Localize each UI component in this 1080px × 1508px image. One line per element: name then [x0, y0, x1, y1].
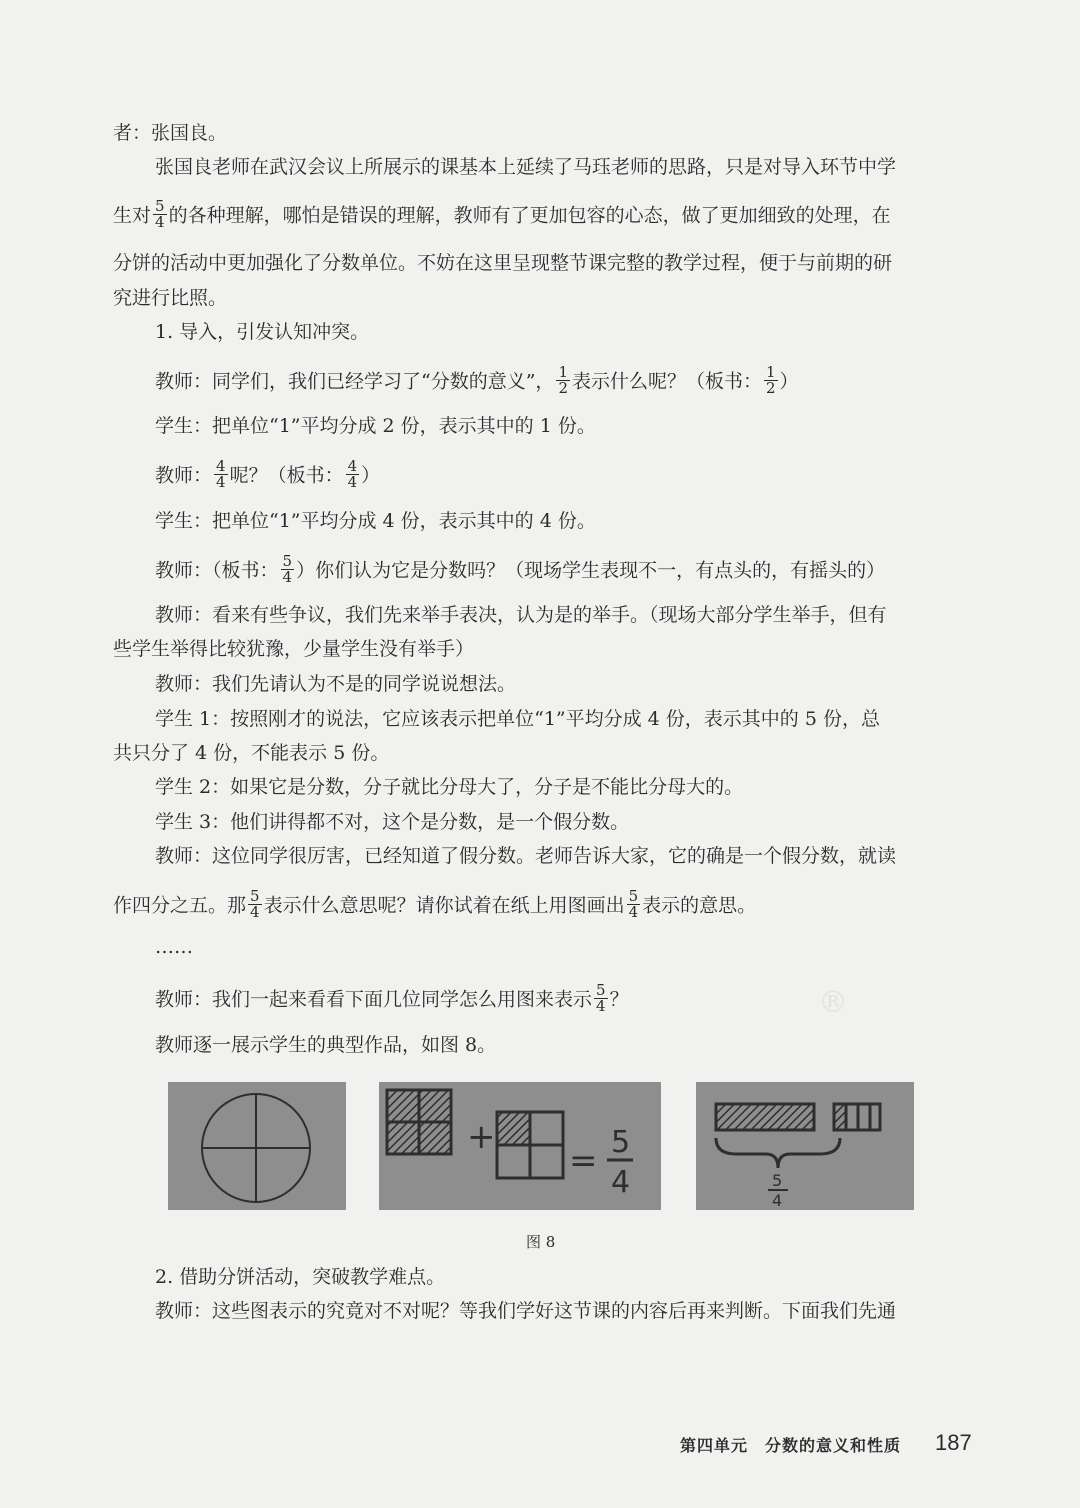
plus-sign: + — [467, 1117, 496, 1157]
text-line: 共只分了 4 份，不能表示 5 份。 — [113, 742, 390, 764]
section-heading: 2. 借助分饼活动，突破教学难点。 — [155, 1266, 446, 1288]
text-line — [113, 197, 891, 232]
fraction: $\frac{5}{4}$ — [628, 887, 639, 921]
text-line: 学生 2：如果它是分数，分子就比分母大了，分子是不能比分母大的。 — [155, 776, 744, 798]
text-line: 张国良老师在武汉会议上所展示的课基本上延续了马珏老师的思路，只是对导入环节中学 — [155, 156, 897, 178]
handwritten-denominator: 4 — [611, 1165, 631, 1200]
text-line: 学生 1：按照刚才的说法，它应该表示把单位“1”平均分成 4 份，表示其中的 5 份，总 — [155, 708, 880, 730]
equals-sign: = — [569, 1141, 598, 1181]
fraction: $\frac{4}{4}$ — [216, 457, 226, 491]
text-span: 生对 — [113, 204, 152, 227]
text-line — [113, 887, 757, 922]
fraction: $\frac{5}{4}$ — [250, 887, 260, 921]
student-work-photo-bars — [696, 1082, 914, 1210]
text-span: 呢？（板书： — [229, 464, 344, 487]
section-heading: 1. 导入，引发认知冲突。 — [155, 321, 370, 343]
fraction: $\frac{5}{4}$ — [596, 981, 606, 1015]
text-line: 究进行比照。 — [113, 287, 228, 309]
text-span: 教师： — [155, 464, 213, 487]
page-number: 187 — [935, 1430, 972, 1455]
text-line: 教师逐一展示学生的典型作品，如图 8。 — [155, 1034, 497, 1056]
handwritten-numerator: 5 — [772, 1171, 783, 1190]
text-line: 教师：我们先请认为不是的同学说说想法。 — [155, 673, 517, 695]
text-line: 学生：把单位“1”平均分成 2 份，表示其中的 1 份。 — [155, 415, 596, 437]
text-span: ） — [361, 464, 381, 487]
bars-drawing — [696, 1082, 914, 1210]
handwritten-denominator: 4 — [772, 1191, 783, 1210]
text-line: 者：张国良。 — [113, 122, 228, 144]
text-span: ？ — [609, 988, 629, 1011]
text-span: 的各种理解，哪怕是错误的理解，教师有了更加包容的心态，做了更加细致的处理，在 — [168, 204, 891, 227]
text-span: ） — [779, 370, 799, 393]
text-span: 作四分之五。那 — [113, 894, 247, 917]
text-line: 学生 3：他们讲得都不对，这个是分数，是一个假分数。 — [155, 811, 630, 833]
text-span: 教师：我们一起来看看下面几位同学怎么用图来表示 — [155, 988, 593, 1011]
ellipsis: …… — [155, 936, 193, 958]
fraction: $\frac{1}{2}$ — [766, 363, 776, 397]
text-line — [155, 457, 381, 492]
figure-caption: 图 8 — [526, 1233, 556, 1251]
text-line — [155, 552, 886, 587]
text-span: 表示的意思。 — [642, 894, 757, 917]
text-line: 学生：把单位“1”平均分成 4 份，表示其中的 4 份。 — [155, 510, 596, 532]
text-span: 表示什么呢？（板书： — [571, 370, 762, 393]
text-line: 教师：看来有些争议，我们先来举手表决，认为是的举手。（现场大部分学生举手，但有 — [155, 604, 887, 626]
handwritten-numerator: 5 — [611, 1125, 631, 1160]
circle-drawing — [168, 1082, 346, 1210]
text-span: ）你们认为它是分数吗？（现场学生表现不一，有点头的，有摇头的） — [296, 559, 886, 582]
text-span: 教师：同学们，我们已经学习了“分数的意义”， — [155, 370, 555, 393]
text-line — [155, 363, 799, 398]
student-work-photo-circle — [168, 1082, 346, 1210]
fraction: $\frac{4}{4}$ — [347, 457, 358, 491]
fraction: $\frac{5}{4}$ — [282, 552, 293, 586]
text-line: 分饼的活动中更加强化了分数单位。不妨在这里呈现整节课完整的教学过程，便于与前期的研 — [113, 252, 893, 274]
squares-drawing — [379, 1082, 661, 1210]
fraction: $\frac{1}{2}$ — [558, 363, 568, 397]
text-line: 教师：这位同学很厉害，已经知道了假分数。老师告诉大家，它的确是一个假分数，就读 — [155, 845, 897, 867]
text-line — [155, 981, 629, 1016]
registered-watermark: ® — [818, 985, 848, 1020]
text-line: 教师：这些图表示的究竟对不对呢？等我们学好这节课的内容后再来判断。下面我们先通 — [155, 1300, 897, 1322]
text-span: 教师：（板书： — [155, 559, 279, 582]
text-line: 些学生举得比较犹豫，少量学生没有举手） — [113, 638, 475, 660]
fraction: $\frac{5}{4}$ — [155, 197, 165, 231]
running-footer-title: 第四单元 分数的意义和性质 — [680, 1436, 902, 1455]
text-span: 表示什么意思呢？请你试着在纸上用图画出 — [263, 894, 625, 917]
student-work-photo-squares — [379, 1082, 661, 1210]
